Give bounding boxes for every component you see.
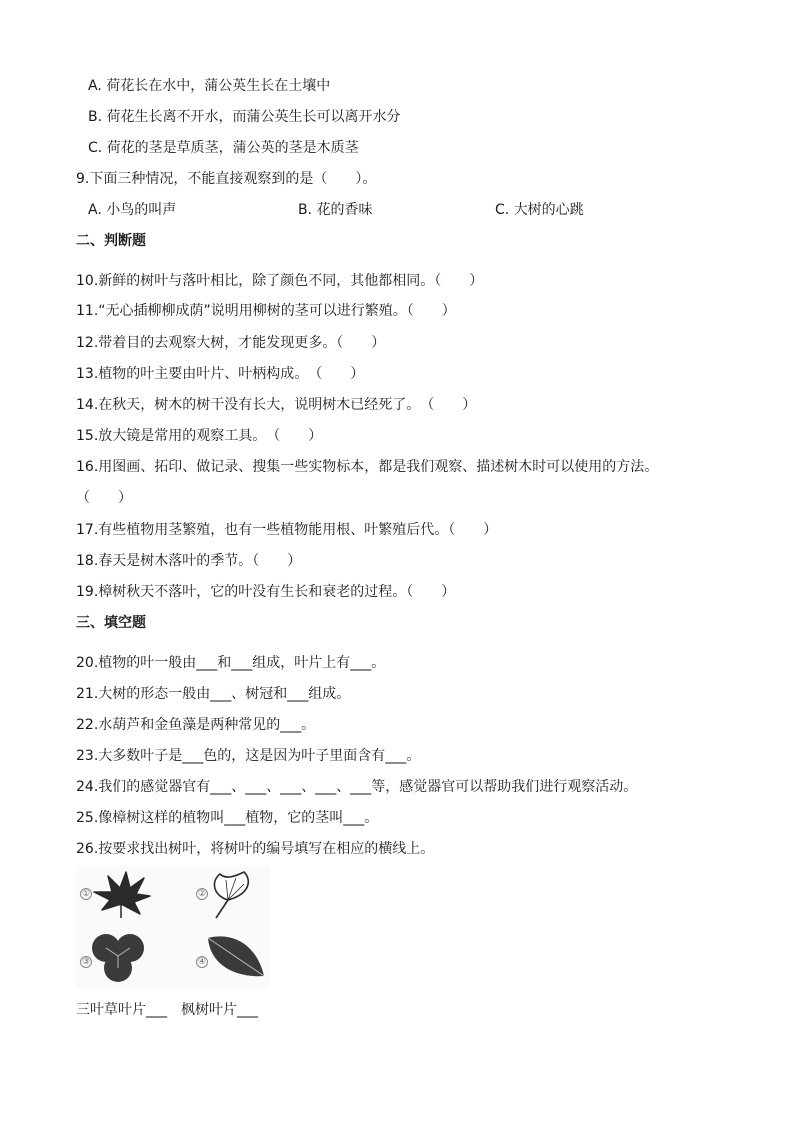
fill-in-item: 23.大多数叶子是___色的，这是因为叶子里面含有___。 (76, 748, 421, 764)
fill-in-item: 26.按要求找出树叶，将树叶的编号填写在相应的横线上。 (76, 841, 435, 857)
leaf-number-label: ② (197, 889, 207, 899)
ginkgo-leaf-icon (206, 870, 256, 922)
judgement-item: 17.有些植物用茎繁殖，也有一些植物能用根、叶繁殖后代。（ ） (76, 522, 498, 538)
judgement-item: 18.春天是树木落叶的季节。（ ） (76, 553, 302, 569)
q9-option-c: C. 大树的心跳 (495, 202, 584, 218)
judgement-item-continuation: （ ） (76, 490, 132, 506)
q9-option-b: B. 花的香味 (298, 202, 373, 218)
judgement-item: 15.放大镜是常用的观察工具。 （ ） (76, 428, 323, 444)
leaf-number-label: ④ (197, 957, 207, 967)
fill-in-item: 21.大树的形态一般由___、树冠和___组成。 (76, 686, 351, 702)
judgement-item: 10.新鲜的树叶与落叶相比，除了颜色不同，其他都相同。（ ） (76, 273, 484, 289)
q9-option-a: A. 小鸟的叫声 (88, 202, 177, 218)
judgement-item: 14.在秋天，树木的树干没有长大，说明树木已经死了。 （ ） (76, 397, 477, 413)
judgement-item: 16.用图画、拓印、做记录、搜集一些实物标本，都是我们观察、描述树木时可以使用的方法。 (76, 459, 659, 475)
leaf-figure (76, 866, 270, 988)
clover-leaf-icon (88, 928, 148, 986)
fill-in-item: 25.像樟树这样的植物叫___植物，它的茎叫___。 (76, 810, 379, 826)
fill-in-item: 22.水葫芦和金鱼藻是两种常见的___。 (76, 717, 316, 733)
fill-in-item: 24.我们的感觉器官有___、___、___、___、___等，感觉器官可以帮助我们进行观察活动。 (76, 779, 638, 795)
oval-leaf-icon (204, 930, 268, 982)
judgement-item: 11.“无心插柳柳成荫”说明用柳树的茎可以进行繁殖。（ ） (76, 303, 456, 319)
q9-stem: 9.下面三种情况，不能直接观察到的是（ ）。 (76, 171, 377, 187)
leaf-answer-line: 三叶草叶片___ 枫树叶片___ (76, 1002, 258, 1018)
maple-leaf-icon (90, 870, 152, 922)
q8-option-b: B. 荷花生长离不开水，而蒲公英生长可以离开水分 (88, 109, 401, 125)
q8-option-a: A. 荷花长在水中，蒲公英生长在土壤中 (88, 78, 331, 94)
leaf-number-label: ① (81, 889, 91, 899)
judgement-item: 13.植物的叶主要由叶片、叶柄构成。 （ ） (76, 366, 365, 382)
leaf-number-label: ③ (81, 957, 91, 967)
judgement-item: 19.樟树秋天不落叶，它的叶没有生长和衰老的过程。（ ） (76, 584, 456, 600)
section-heading-fill-in: 三、填空题 (76, 615, 146, 631)
section-heading-judgement: 二、判断题 (76, 233, 146, 249)
judgement-item: 12.带着目的去观察大树，才能发现更多。（ ） (76, 335, 386, 351)
fill-in-item: 20.植物的叶一般由___和___组成，叶片上有___。 (76, 655, 386, 671)
q8-option-c: C. 荷花的茎是草质茎，蒲公英的茎是木质茎 (88, 140, 359, 156)
